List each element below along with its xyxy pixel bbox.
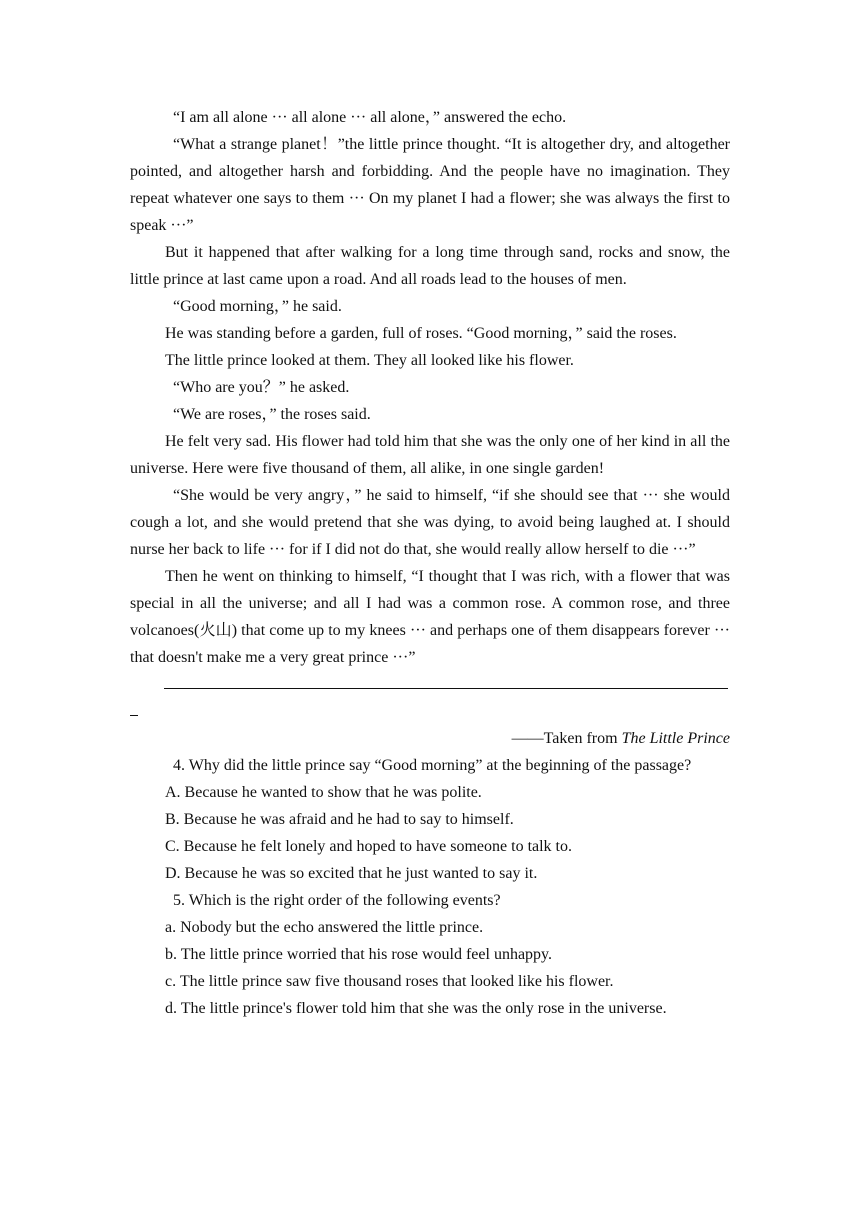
answer-line-tail (130, 698, 730, 725)
blank-line (164, 674, 728, 689)
answer-line (130, 671, 730, 698)
passage-paragraph: Then he went on thinking to himself, “I thought that I was rich, with a flower that was special in all the universe; and all I had was a common rose. A common rose, and three volcanoes(火山) that come up to my knees ··· and perhaps one of them disappears forever ··· that doesn't make me a very great prince ···” (130, 568, 730, 666)
source-attribution (130, 725, 730, 752)
passage-paragraph: But it happened that after walking for a long time through sand, rocks and snow, the little prince at last came upon a road. And all roads lead to the houses of men. (130, 244, 730, 288)
question-5-event-d: d. The little prince's flower told him that she was the only rose in the universe. (165, 1000, 667, 1017)
passage-paragraph: He felt very sad. His flower had told him that she was the only one of her kind in all the universe. Here were five thousand of them, all alike, in one single garden! (130, 433, 730, 477)
question-4-option-a: A. Because he wanted to show that he was polite. (165, 784, 482, 801)
question-4: 4. Why did the little prince say “Good morning” at the beginning of the passage? (173, 757, 692, 774)
passage-paragraph: He was standing before a garden, full of roses. “Good morning，” said the roses. (165, 325, 677, 342)
question-5-event-c: c. The little prince saw five thousand roses that looked like his flower. (165, 973, 614, 990)
passage-paragraph: “What a strange planet！”the little prince thought. “It is altogether dry, and altogether pointed, and altogether harsh and forbidding. And the people have no imagination. They repeat whatever one says to them ··· On my planet I had a flower; she was always the first to speak ···” (130, 136, 730, 234)
question-4-option-b: B. Because he was afraid and he had to say to himself. (165, 811, 514, 828)
question-5-event-a: a. Nobody but the echo answered the little prince. (165, 919, 484, 936)
document-page (130, 104, 730, 1022)
question-5: 5. Which is the right order of the following events? (173, 892, 501, 909)
source-prefix: ——Taken from (511, 730, 622, 747)
question-4-option-d: D. Because he was so excited that he just wanted to say it. (165, 865, 538, 882)
passage-paragraph: “Good morning，” he said. (173, 298, 342, 315)
source-title: The Little Prince (621, 730, 730, 747)
question-4-option-c: C. Because he felt lonely and hoped to have someone to talk to. (165, 838, 572, 855)
blank-line-tail (130, 701, 138, 716)
passage-paragraph: “Who are you？” he asked. (173, 379, 350, 396)
passage-paragraph: “We are roses，” the roses said. (173, 406, 371, 423)
passage-paragraph: The little prince looked at them. They all looked like his flower. (165, 352, 574, 369)
passage-paragraph: “I am all alone ··· all alone ··· all alone，” answered the echo. (173, 109, 567, 126)
passage-paragraph: “She would be very angry，” he said to himself, “if she should see that ··· she would cough a lot, and she would pretend that she was dying, to avoid being laughed at. I should nurse her back to life ··· for if I did not do that, she would really allow herself to die ···” (130, 487, 730, 558)
question-5-event-b: b. The little prince worried that his rose would feel unhappy. (165, 946, 553, 963)
